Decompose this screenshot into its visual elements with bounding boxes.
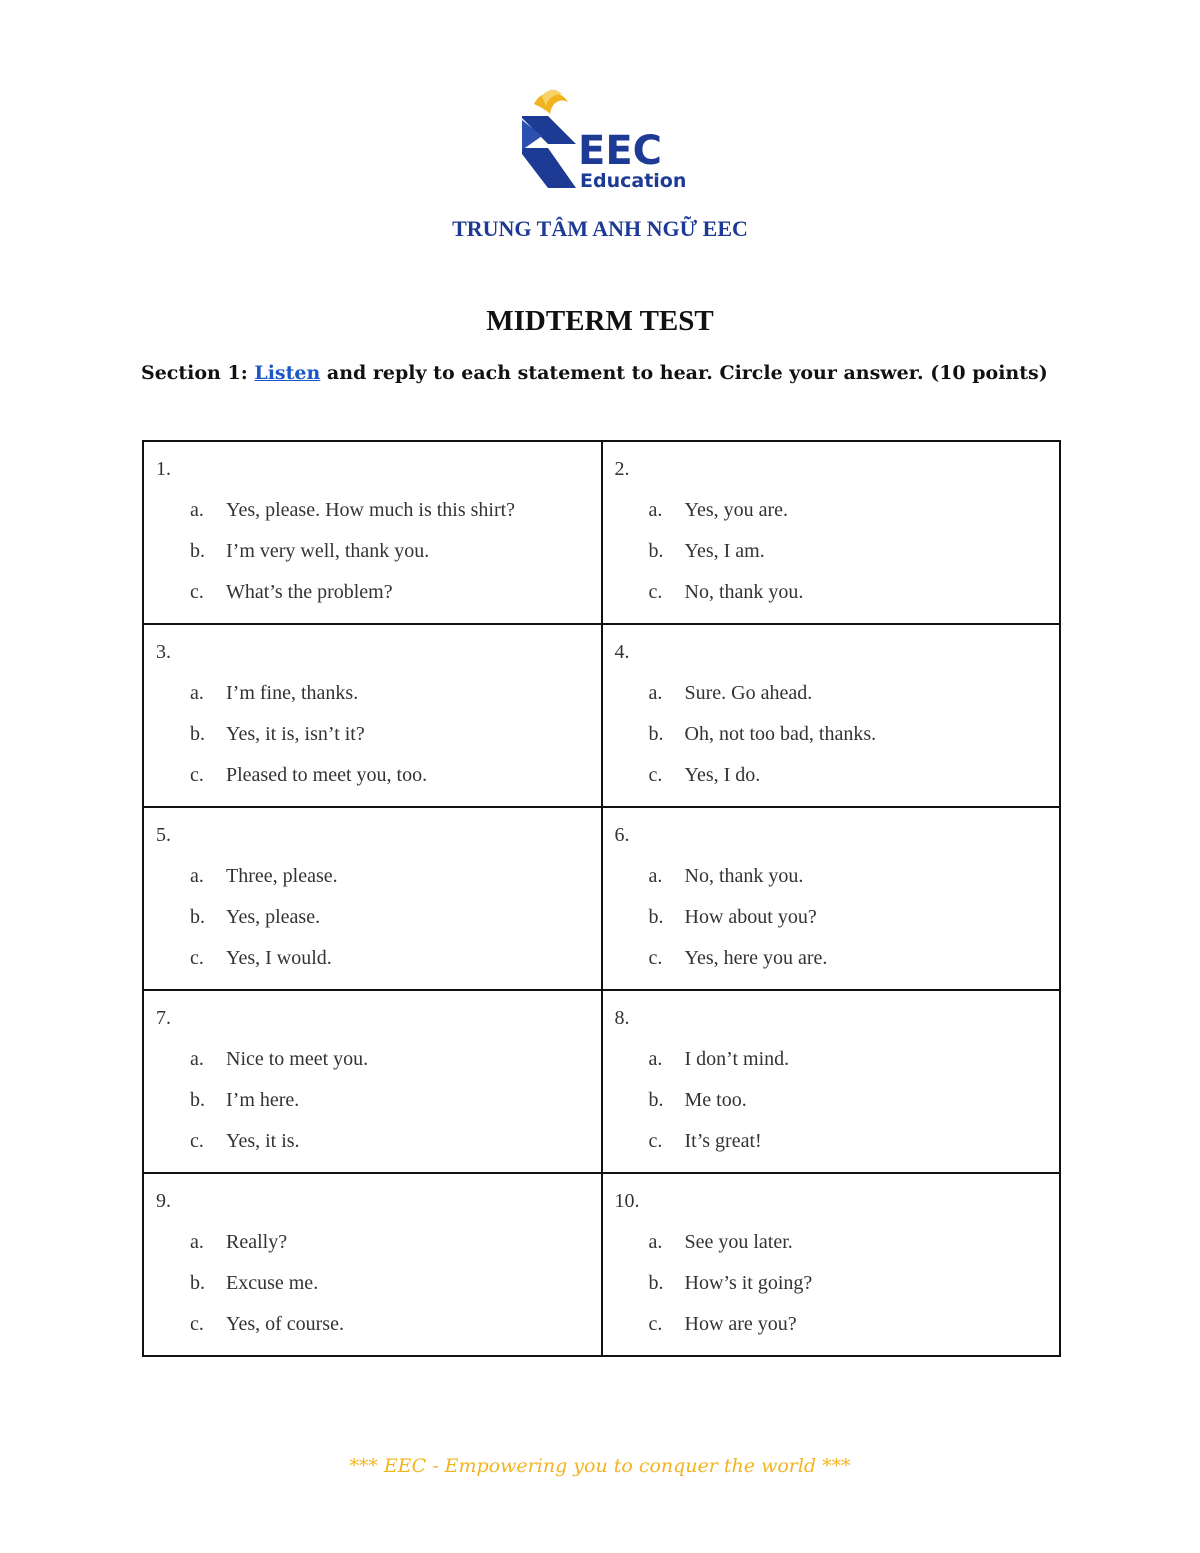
option-text: Yes, I do. xyxy=(684,764,761,786)
answer-option[interactable] xyxy=(156,1270,591,1311)
option-letter: c. xyxy=(648,1130,663,1152)
question-number: 1. xyxy=(156,458,171,480)
answer-option[interactable] xyxy=(156,762,591,803)
question-number: 4. xyxy=(614,641,630,663)
answer-option[interactable] xyxy=(615,497,1050,538)
option-letter: a. xyxy=(190,1231,204,1253)
answer-options xyxy=(156,1046,591,1169)
option-text: Yes, I would. xyxy=(226,947,332,969)
answer-options xyxy=(156,863,591,986)
answer-option[interactable] xyxy=(615,762,1050,803)
answer-option[interactable] xyxy=(615,680,1050,721)
question-cell xyxy=(143,441,602,624)
answer-options xyxy=(156,1229,591,1352)
option-letter: c. xyxy=(190,1313,204,1335)
option-text: How are you? xyxy=(684,1313,797,1335)
option-letter: c. xyxy=(190,1130,204,1152)
option-letter: b. xyxy=(648,1089,664,1111)
question-number: 9. xyxy=(156,1190,171,1212)
option-letter: c. xyxy=(648,1313,663,1335)
option-text: No, thank you. xyxy=(684,581,804,603)
answer-option[interactable] xyxy=(156,1229,591,1270)
option-letter: b. xyxy=(190,1089,205,1111)
eec-logo xyxy=(518,88,690,194)
question-number: 5. xyxy=(156,824,171,846)
question-cell xyxy=(143,807,602,990)
answer-options xyxy=(615,680,1050,803)
option-text: Me too. xyxy=(684,1089,747,1111)
option-text: Oh, not too bad, thanks. xyxy=(684,723,877,745)
option-text: Nice to meet you. xyxy=(226,1048,369,1070)
question-row xyxy=(143,990,1060,1173)
logo-main-text: EEC xyxy=(578,128,663,174)
question-cell xyxy=(602,990,1061,1173)
footer-tagline: *** EEC - Empowering you to conquer the world *** xyxy=(349,1455,851,1477)
answer-option[interactable] xyxy=(615,904,1050,945)
option-text: Yes, please. xyxy=(226,906,321,928)
answer-option[interactable] xyxy=(156,721,591,762)
option-letter: b. xyxy=(190,906,205,928)
question-cell xyxy=(143,624,602,807)
question-cell xyxy=(143,1173,602,1356)
option-letter: b. xyxy=(648,723,664,745)
answer-option[interactable] xyxy=(156,863,591,904)
listen-link[interactable]: Listen xyxy=(254,362,321,384)
option-text: I’m fine, thanks. xyxy=(226,682,359,704)
option-text: Yes, please. How much is this shirt? xyxy=(226,499,516,521)
option-text: Yes, here you are. xyxy=(684,947,828,969)
question-cell xyxy=(143,990,602,1173)
option-text: Yes, it is, isn’t it? xyxy=(226,723,365,745)
question-cell xyxy=(602,1173,1061,1356)
option-letter: b. xyxy=(648,906,664,928)
option-text: Yes, you are. xyxy=(684,499,789,521)
answer-option[interactable] xyxy=(615,1087,1050,1128)
option-letter: c. xyxy=(648,764,663,786)
instruction-prefix: Section 1: xyxy=(141,362,255,384)
answer-option[interactable] xyxy=(615,1046,1050,1087)
answer-option[interactable] xyxy=(156,579,591,620)
answer-option[interactable] xyxy=(615,1311,1050,1352)
question-number: 3. xyxy=(156,641,171,663)
option-text: How about you? xyxy=(684,906,817,928)
answer-option[interactable] xyxy=(615,1128,1050,1169)
answer-option[interactable] xyxy=(156,904,591,945)
question-cell xyxy=(602,624,1061,807)
option-text: See you later. xyxy=(684,1231,793,1253)
option-letter: a. xyxy=(648,682,663,704)
option-letter: b. xyxy=(648,1272,664,1294)
option-text: Yes, it is. xyxy=(226,1130,300,1152)
option-text: I’m very well, thank you. xyxy=(226,540,430,562)
option-letter: a. xyxy=(190,682,204,704)
option-letter: a. xyxy=(648,1231,663,1253)
option-letter: a. xyxy=(190,1048,204,1070)
answer-options xyxy=(615,1229,1050,1352)
answer-option[interactable] xyxy=(156,1128,591,1169)
question-cell xyxy=(602,807,1061,990)
option-letter: b. xyxy=(190,1272,205,1294)
question-number: 2. xyxy=(614,458,630,480)
answer-option[interactable] xyxy=(156,538,591,579)
option-text: I’m here. xyxy=(226,1089,300,1111)
answer-options xyxy=(615,863,1050,986)
question-grid xyxy=(142,440,1061,1357)
option-letter: c. xyxy=(648,947,663,969)
question-row xyxy=(143,1173,1060,1356)
option-letter: c. xyxy=(190,947,204,969)
logo-ribbon-icon xyxy=(522,148,576,188)
option-text: Yes, of course. xyxy=(226,1313,344,1335)
question-row xyxy=(143,441,1060,624)
org-name: TRUNG TÂM ANH NGỮ EEC xyxy=(452,216,748,241)
instruction-suffix: and reply to each statement to hear. Circle your answer. (10 points) xyxy=(320,362,1048,384)
option-text: Yes, I am. xyxy=(684,540,765,562)
option-text: What’s the problem? xyxy=(226,581,393,603)
question-row xyxy=(143,807,1060,990)
option-text: It’s great! xyxy=(684,1130,762,1152)
answer-option[interactable] xyxy=(156,945,591,986)
option-text: Excuse me. xyxy=(226,1272,319,1294)
option-text: Sure. Go ahead. xyxy=(684,682,813,704)
question-number: 8. xyxy=(614,1007,630,1029)
answer-option[interactable] xyxy=(615,721,1050,762)
question-number: 10. xyxy=(614,1190,640,1212)
option-text: Three, please. xyxy=(226,865,338,887)
answer-option[interactable] xyxy=(615,1229,1050,1270)
answer-option[interactable] xyxy=(156,497,591,538)
answer-options xyxy=(156,497,591,620)
answer-option[interactable] xyxy=(615,538,1050,579)
option-text: No, thank you. xyxy=(684,865,804,887)
option-text: How’s it going? xyxy=(684,1272,813,1294)
answer-option[interactable] xyxy=(156,680,591,721)
option-text: I don’t mind. xyxy=(684,1048,790,1070)
option-letter: c. xyxy=(648,581,663,603)
option-letter: b. xyxy=(648,540,664,562)
question-number: 7. xyxy=(156,1007,171,1029)
test-title: MIDTERM TEST xyxy=(486,305,714,337)
option-letter: a. xyxy=(648,865,663,887)
option-letter: a. xyxy=(648,1048,663,1070)
option-letter: b. xyxy=(190,540,205,562)
answer-option[interactable] xyxy=(156,1046,591,1087)
answer-option[interactable] xyxy=(615,863,1050,904)
answer-option[interactable] xyxy=(615,945,1050,986)
option-letter: a. xyxy=(648,499,663,521)
answer-options xyxy=(615,1046,1050,1169)
question-cell xyxy=(602,441,1061,624)
answer-option[interactable] xyxy=(156,1311,591,1352)
option-letter: c. xyxy=(190,764,204,786)
logo-sub-text: Education xyxy=(580,170,687,192)
option-letter: a. xyxy=(190,865,204,887)
option-letter: b. xyxy=(190,723,205,745)
question-row xyxy=(143,624,1060,807)
answer-option[interactable] xyxy=(156,1087,591,1128)
section-instruction xyxy=(141,362,1101,384)
option-text: Really? xyxy=(226,1231,288,1253)
option-letter: a. xyxy=(190,499,204,521)
option-text: Pleased to meet you, too. xyxy=(226,764,428,786)
answer-options xyxy=(156,680,591,803)
option-letter: c. xyxy=(190,581,204,603)
answer-options xyxy=(615,497,1050,620)
answer-option[interactable] xyxy=(615,579,1050,620)
question-number: 6. xyxy=(614,824,630,846)
answer-option[interactable] xyxy=(615,1270,1050,1311)
